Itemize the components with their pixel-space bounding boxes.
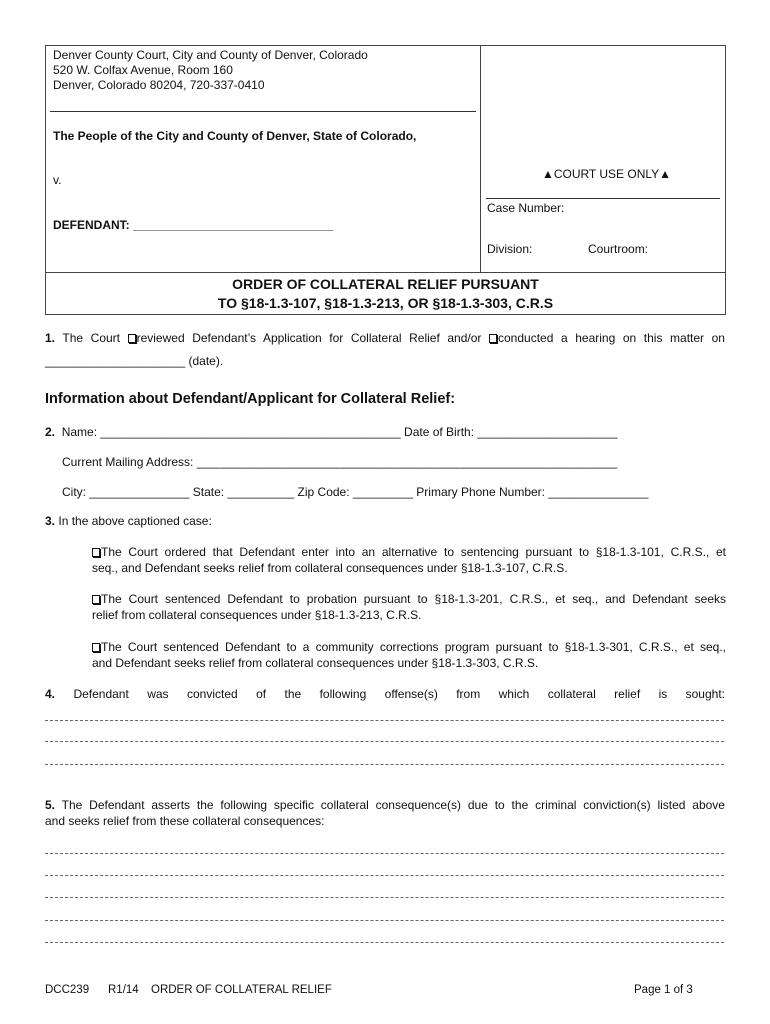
courtroom-field[interactable]: Courtroom:	[588, 242, 649, 256]
item-2-number: 2.	[45, 425, 56, 439]
item-3-number: 3.	[45, 514, 56, 528]
caption-horizontal-divider	[45, 272, 726, 273]
item-4-text: Defendant was convicted of the following offense(s) from which collateral relief is sought:	[73, 687, 726, 701]
offense-line[interactable]	[45, 764, 724, 765]
item-1-date-field[interactable]: _____________________ (date).	[45, 354, 224, 368]
collateral-consequence-line[interactable]	[45, 920, 724, 921]
caption-rule	[50, 111, 476, 112]
item-3-option-probation	[92, 591, 726, 623]
collateral-consequence-line[interactable]	[45, 897, 724, 898]
item-4-number: 4.	[45, 687, 56, 701]
item-5-line1: The Defendant asserts the following specific collateral consequence(s) due to the criminal conviction(s) listed above	[61, 798, 725, 812]
checkbox-icon[interactable]	[92, 595, 100, 604]
city-state-zip-phone-fields[interactable]: City: _______________ State: __________ Zip Code: _________ Primary Phone Number: _______________	[62, 485, 649, 499]
item-3	[45, 513, 212, 529]
court-city-phone: Denver, Colorado 80204, 720-337-0410	[53, 78, 265, 92]
item-5-number: 5.	[45, 798, 56, 812]
caption-vertical-divider	[480, 45, 481, 272]
item-3-intro: In the above captioned case:	[58, 514, 212, 528]
court-address: 520 W. Colfax Avenue, Room 160	[53, 63, 233, 77]
item-1-option-reviewed: reviewed Defendant’s Application for Collateral Relief and/or	[136, 331, 482, 345]
item-2-name-row[interactable]	[45, 424, 725, 440]
section-heading: Information about Defendant/Applicant for Collateral Relief:	[45, 391, 456, 407]
option-2-line2: relief from collateral consequences under §18-1.3-213, C.R.S.	[92, 608, 422, 622]
mailing-address-field[interactable]: Current Mailing Address: _______________________________________________________________	[62, 455, 618, 469]
case-number-field[interactable]: Case Number:	[487, 201, 565, 215]
order-title-line2: TO §18-1.3-107, §18-1.3-213, OR §18-1.3-303, C.R.S	[217, 295, 554, 311]
name-dob-fields[interactable]: Name: _____________________________________________ Date of Birth: _____________________	[61, 425, 618, 439]
item-1	[45, 330, 725, 346]
court-use-rule	[486, 198, 720, 199]
court-use-only: ▲COURT USE ONLY▲	[541, 167, 672, 181]
item-1-text: The Court	[62, 331, 120, 345]
checkbox-icon[interactable]	[489, 334, 497, 343]
item-5	[45, 797, 725, 829]
item-3-option-community-corrections	[92, 639, 726, 671]
footer-page-number: Page 1 of 3	[634, 984, 693, 996]
item-5-line2: and seeks relief from these collateral consequences:	[45, 814, 325, 828]
option-1-line2: seq., and Defendant seeks relief from collateral consequences under §18-1.3-107, C.R.S.	[92, 561, 568, 575]
footer-form-title: ORDER OF COLLATERAL RELIEF	[151, 984, 332, 996]
option-2-line1: The Court sentenced Defendant to probation pursuant to §18-1.3-201, C.R.S., et seq., and Defendant seeks	[101, 592, 726, 606]
item-1-option-hearing: conducted a hearing on this matter on	[498, 331, 725, 345]
versus-label: v.	[53, 173, 62, 187]
item-4	[45, 686, 725, 702]
division-field[interactable]: Division:	[487, 242, 533, 256]
option-3-line2: and Defendant seeks relief from collateral consequences under §18-1.3-303, C.R.S.	[92, 656, 539, 670]
footer-form-code: DCC239	[45, 984, 90, 996]
defendant-field[interactable]: DEFENDANT: ______________________________	[53, 218, 334, 232]
checkbox-icon[interactable]	[92, 643, 100, 652]
checkbox-icon[interactable]	[92, 548, 100, 557]
option-1-line1: The Court ordered that Defendant enter into an alternative to sentencing pursuant to §18-1.3-101, C.R.S., et	[101, 545, 726, 559]
plaintiff-line: The People of the City and County of Denver, State of Colorado,	[53, 129, 417, 143]
option-3-line1: The Court sentenced Defendant to a community corrections program pursuant to §18-1.3-301, C.R.S., et seq.,	[101, 640, 726, 654]
item-1-number: 1.	[45, 331, 56, 345]
collateral-consequence-line[interactable]	[45, 853, 724, 854]
offense-line[interactable]	[45, 741, 724, 742]
offense-line[interactable]	[45, 720, 724, 721]
footer-revision: R1/14	[108, 984, 139, 996]
court-name: Denver County Court, City and County of Denver, Colorado	[53, 48, 368, 62]
item-3-option-alternative-sentencing	[92, 544, 726, 576]
collateral-consequence-line[interactable]	[45, 875, 724, 876]
order-title-line1: ORDER OF COLLATERAL RELIEF PURSUANT	[232, 276, 539, 292]
checkbox-icon[interactable]	[128, 334, 136, 343]
collateral-consequence-line[interactable]	[45, 942, 724, 943]
